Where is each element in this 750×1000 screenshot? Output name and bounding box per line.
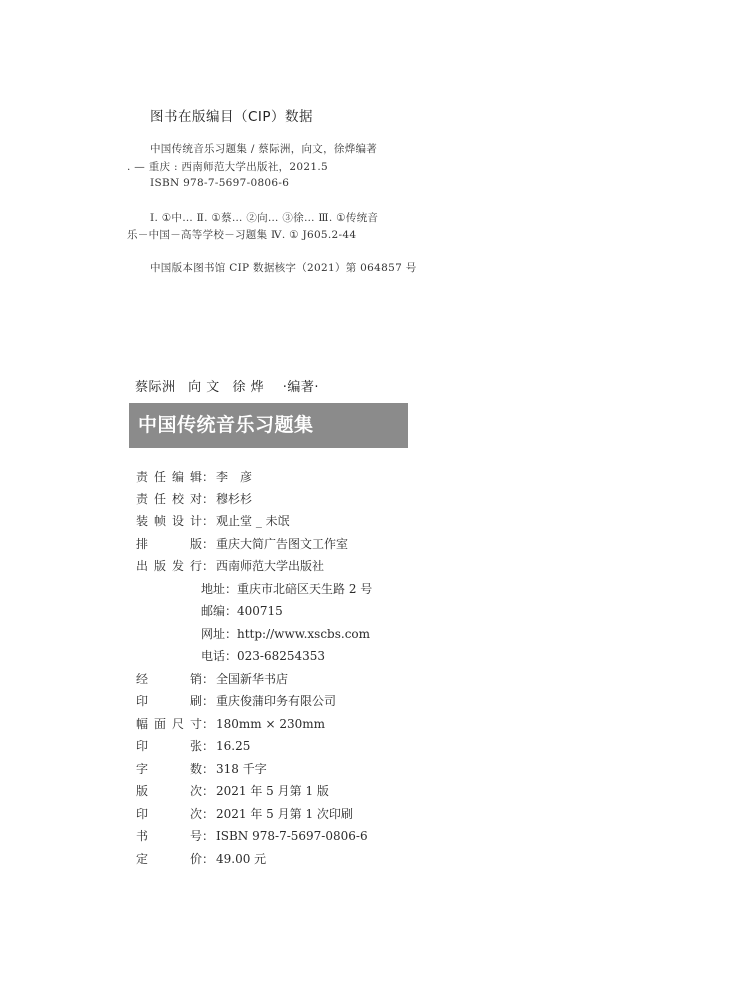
publisher-website: 网址：http://www.xscbs.com: [201, 627, 371, 641]
info-row: 责任校对： 穆杉杉: [136, 489, 252, 509]
author-name: 向 文: [188, 380, 220, 395]
info-label: 装帧设计: [136, 514, 202, 528]
info-label: 印次: [136, 807, 202, 821]
cip-heading: 图书在版编目（CIP）数据: [150, 109, 314, 125]
info-label: 责任编辑: [136, 470, 202, 484]
info-label: 印张: [136, 739, 202, 753]
info-label: 排版: [136, 537, 202, 551]
info-row: 出版发行： 西南师范大学出版社: [136, 556, 324, 576]
info-value: 穆杉杉: [216, 492, 253, 506]
author-role: ·编著·: [282, 380, 319, 395]
info-label: 字数: [136, 762, 202, 776]
publisher-phone: 电话：023-68254353: [201, 649, 326, 663]
cip-line-classification-2: 乐－中国－高等学校－习题集 Ⅳ. ① J605.2-44: [127, 229, 357, 241]
cip-line-title: 中国传统音乐习题集 / 蔡际洲，向文，徐烨编著: [150, 143, 378, 155]
info-value: 318 千字: [216, 762, 267, 776]
cip-line-publisher: . — 重庆 : 西南师范大学出版社，2021.5: [127, 161, 328, 173]
info-row: 责任编辑： 李 彦: [136, 467, 252, 487]
info-label: 定价: [136, 852, 202, 866]
info-row: 装帧设计： 观止堂 _ 未氓: [136, 511, 290, 531]
book-title-banner: 中国传统音乐习题集: [129, 403, 408, 448]
info-row: 印刷： 重庆俊蒲印务有限公司: [136, 691, 336, 711]
info-row: 排版： 重庆大简广告图文工作室: [136, 534, 348, 554]
info-value: 观止堂 _ 未氓: [216, 514, 290, 528]
info-label: 出版发行: [136, 559, 202, 573]
info-value: 李 彦: [216, 470, 253, 484]
info-label: 责任校对: [136, 492, 202, 506]
info-row: 经销： 全国新华书店: [136, 669, 288, 689]
cip-line-record-number: 中国版本图书馆 CIP 数据核字（2021）第 064857 号: [150, 262, 417, 274]
info-row: 定价： 49.00 元: [136, 849, 266, 869]
info-label: 印刷: [136, 694, 202, 708]
cip-line-classification-1: Ⅰ. ①中… Ⅱ. ①蔡… ②向… ③徐… Ⅲ. ①传统音: [150, 212, 379, 224]
publisher-address: 地址：重庆市北碚区天生路 2 号: [201, 582, 373, 596]
info-row: 印次： 2021 年 5 月第 1 次印刷: [136, 804, 353, 824]
authors-line: [135, 376, 327, 395]
info-value: 180mm × 230mm: [216, 717, 326, 731]
info-value: 2021 年 5 月第 1 次印刷: [216, 807, 353, 821]
info-row: 书号： ISBN 978-7-5697-0806-6: [136, 826, 368, 846]
info-row: 字数： 318 千字: [136, 759, 267, 779]
info-value: 16.25: [216, 739, 251, 753]
info-label: 经销: [136, 672, 202, 686]
info-value: 49.00 元: [216, 852, 267, 866]
info-label: 版次: [136, 784, 202, 798]
info-value: 全国新华书店: [216, 672, 289, 686]
cip-line-isbn: ISBN 978-7-5697-0806-6: [150, 177, 290, 189]
info-value: 重庆俊蒲印务有限公司: [216, 694, 337, 708]
author-name: 蔡际洲: [135, 380, 176, 395]
info-label: 书号: [136, 829, 202, 843]
info-row: 幅面尺寸： 180mm × 230mm: [136, 714, 325, 734]
info-value: 西南师范大学出版社: [216, 559, 325, 573]
publisher-postcode: 邮编：400715: [201, 604, 283, 618]
info-value: 2021 年 5 月第 1 版: [216, 784, 329, 798]
info-value: ISBN 978-7-5697-0806-6: [216, 829, 368, 843]
info-row: 版次： 2021 年 5 月第 1 版: [136, 781, 329, 801]
info-label: 幅面尺寸: [136, 717, 202, 731]
info-row: 印张： 16.25: [136, 736, 250, 756]
info-value: 重庆大简广告图文工作室: [216, 537, 349, 551]
author-name: 徐 烨: [232, 380, 265, 395]
